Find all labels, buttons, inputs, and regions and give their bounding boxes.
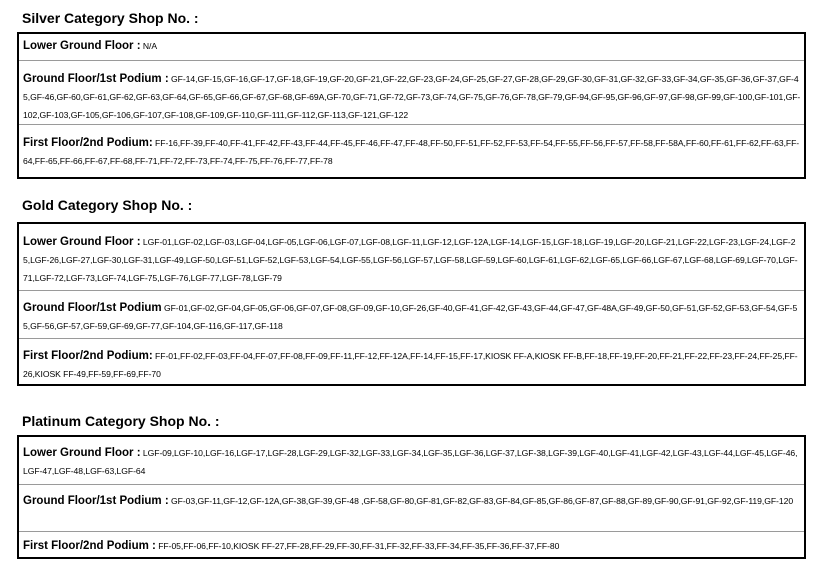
platinum-first-floor-row: [19, 531, 804, 557]
silver-ground-floor-shops: GF-14,GF-15,GF-16,GF-17,GF-18,GF-19,GF-20,GF-21,GF-22,GF-23,GF-24,GF-25,GF-27,GF-28,GF-29,GF-30,GF-31,GF-32,GF-33,GF-34,GF-35,GF-36,GF-37,GF-45,GF-46,GF-60,GF-61,GF-62,GF-63,GF-64,GF-65,GF-66,GF-67,GF-68,GF-69A,GF-70,GF-71,GF-72,GF-73,GF-74,GF-75,GF-76,GF-78,GF-79,GF-94,GF-95,GF-96,GF-97,GF-98,GF-99,GF-100,GF-101,GF-102,GF-103,GF-105,GF-106,GF-107,GF-108,GF-109,GF-110,GF-111,GF-112,GF-113,GF-121,GF-122: [23, 74, 801, 120]
silver-category-box: [17, 32, 806, 179]
platinum-lower-ground-floor-label: Lower Ground Floor :: [23, 447, 141, 459]
platinum-ground-floor-label: Ground Floor/1st Podium :: [23, 495, 169, 507]
silver-first-floor-text: [23, 133, 802, 169]
gold-first-floor-shops: FF-01,FF-02,FF-03,FF-04,FF-07,FF-08,FF-09,FF-11,FF-12,FF-12A,FF-14,FF-15,FF-17,KIOSK FF-A,KIOSK FF-B,FF-18,FF-19,FF-20,FF-21,FF-22,FF-23,FF-24,FF-25,FF-26,KIOSK FF-49,FF-59,FF-69,FF-70: [23, 351, 798, 379]
platinum-ground-floor-shops: GF-03,GF-11,GF-12,GF-12A,GF-38,GF-39,GF-48 ,GF-58,GF-80,GF-81,GF-82,GF-83,GF-84,GF-85,GF-86,GF-87,GF-88,GF-89,GF-90,GF-91,GF-92,GF-119,GF-120: [168, 496, 794, 506]
silver-first-floor-shops: FF-16,FF-39,FF-40,FF-41,FF-42,FF-43,FF-44,FF-45,FF-46,FF-47,FF-48,FF-50,FF-51,FF-52,FF-53,FF-54,FF-55,FF-56,FF-57,FF-58,FF-58A,FF-60,FF-61,FF-62,FF-63,FF-64,FF-65,FF-66,FF-67,FF-68,FF-71,FF-72,FF-73,FF-74,FF-75,FF-76,FF-77,FF-78: [23, 138, 800, 166]
silver-lower-ground-floor-label: Lower Ground Floor :: [23, 40, 141, 52]
platinum-ground-floor-row: [19, 484, 804, 531]
silver-category-title: Silver Category Shop No. :: [22, 10, 199, 26]
gold-first-floor-row: [19, 338, 804, 384]
platinum-ground-floor-text: [23, 491, 802, 509]
gold-lower-ground-floor-label: Lower Ground Floor :: [23, 236, 141, 248]
platinum-category-box: [17, 435, 806, 559]
gold-ground-floor-label: Ground Floor/1st Podium: [23, 302, 162, 314]
gold-first-floor-text: [23, 346, 802, 382]
gold-category-box: [17, 222, 806, 386]
silver-lower-ground-floor-shops: N/A: [140, 41, 158, 51]
gold-category-title: Gold Category Shop No. :: [22, 197, 193, 213]
gold-ground-floor-shops: GF-01,GF-02,GF-04,GF-05,GF-06,GF-07,GF-08,GF-09,GF-10,GF-26,GF-40,GF-41,GF-42,GF-43,GF-44,GF-47,GF-48A,GF-49,GF-50,GF-51,GF-52,GF-53,GF-54,GF-55,GF-56,GF-57,GF-59,GF-69,GF-77,GF-104,GF-116,GF-117,GF-118: [23, 303, 798, 331]
silver-ground-floor-text: [23, 69, 802, 123]
gold-lower-ground-floor-row: [19, 224, 804, 290]
platinum-first-floor-label: First Floor/2nd Podium :: [23, 540, 156, 552]
silver-lower-ground-floor-row: [19, 34, 804, 60]
gold-ground-floor-text: [23, 298, 802, 334]
silver-ground-floor-row: [19, 60, 804, 124]
silver-first-floor-label: First Floor/2nd Podium:: [23, 137, 153, 149]
gold-lower-ground-floor-text: [23, 232, 802, 286]
gold-lower-ground-floor-shops: LGF-01,LGF-02,LGF-03,LGF-04,LGF-05,LGF-06,LGF-07,LGF-08,LGF-11,LGF-12,LGF-12A,LGF-14,LGF-15,LGF-18,LGF-19,LGF-20,LGF-21,LGF-22,LGF-23,LGF-24,LGF-25,LGF-26,LGF-27,LGF-30,LGF-31,LGF-49,LGF-50,LGF-51,LGF-52,LGF-53,LGF-54,LGF-55,LGF-56,LGF-57,LGF-58,LGF-59,LGF-60,LGF-61,LGF-62,LGF-65,LGF-66,LGF-67,LGF-68,LGF-69,LGF-70,LGF-71,LGF-72,LGF-73,LGF-74,LGF-75,LGF-76,LGF-77,LGF-78,LGF-79: [23, 237, 798, 283]
gold-first-floor-label: First Floor/2nd Podium:: [23, 350, 153, 362]
silver-lower-ground-floor-text: [23, 36, 802, 54]
platinum-lower-ground-floor-row: [19, 437, 804, 484]
silver-ground-floor-label: Ground Floor/1st Podium :: [23, 73, 169, 85]
platinum-first-floor-shops: FF-05,FF-06,FF-10,KIOSK FF-27,FF-28,FF-29,FF-30,FF-31,FF-32,FF-33,FF-34,FF-35,FF-36,FF-37,FF-80: [155, 541, 560, 551]
platinum-lower-ground-floor-shops: LGF-09,LGF-10,LGF-16,LGF-17,LGF-28,LGF-29,LGF-32,LGF-33,LGF-34,LGF-35,LGF-36,LGF-37,LGF-38,LGF-39,LGF-40,LGF-41,LGF-42,LGF-43,LGF-44,LGF-45,LGF-46,LGF-47,LGF-48,LGF-63,LGF-64: [23, 448, 798, 476]
platinum-lower-ground-floor-text: [23, 443, 802, 479]
platinum-category-title: Platinum Category Shop No. :: [22, 413, 220, 429]
platinum-first-floor-text: [23, 536, 802, 554]
gold-ground-floor-row: [19, 290, 804, 338]
silver-first-floor-row: [19, 124, 804, 177]
